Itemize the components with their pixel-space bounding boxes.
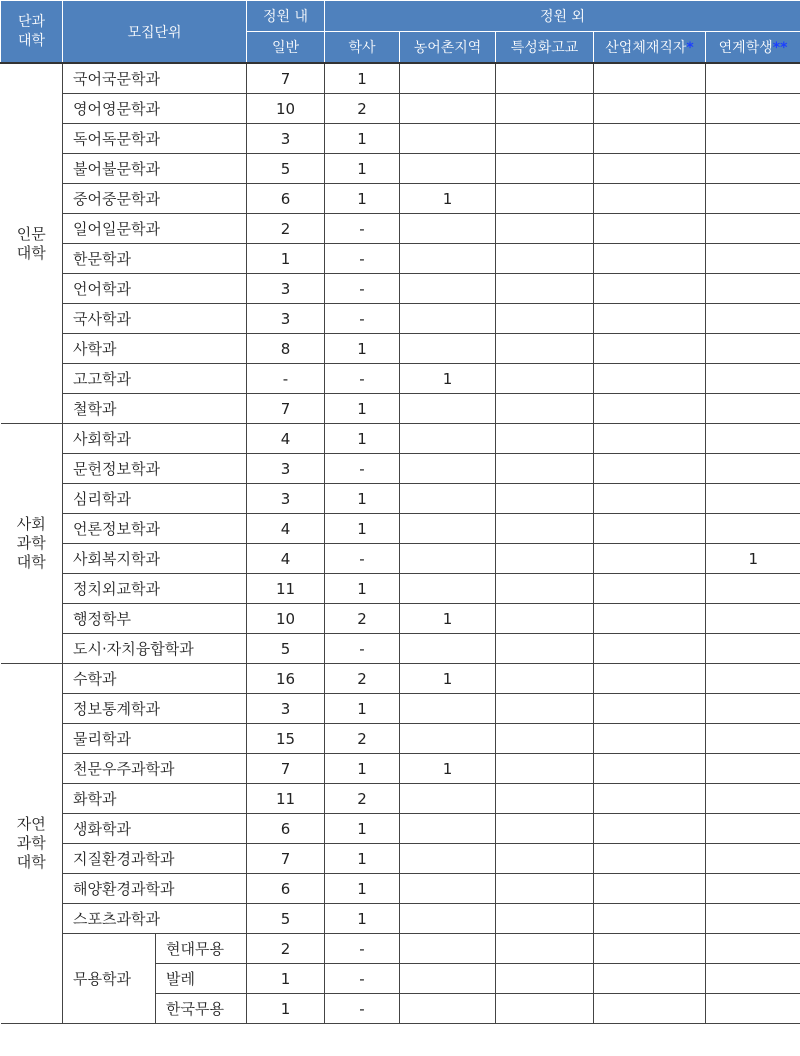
rural-count xyxy=(400,304,496,334)
general-count: 3 xyxy=(247,694,325,724)
department-name: 사회학과 xyxy=(63,424,247,454)
general-count: 4 xyxy=(247,514,325,544)
rural-count xyxy=(400,874,496,904)
empty-cell xyxy=(400,964,496,994)
department-name: 철학과 xyxy=(63,394,247,424)
table-row xyxy=(1,694,800,724)
bachelor-count: 1 xyxy=(325,874,400,904)
bachelor-count: 1 xyxy=(325,154,400,184)
department-name: 문헌정보학과 xyxy=(63,454,247,484)
linked-count xyxy=(706,814,800,844)
table-row xyxy=(1,754,800,784)
special-hs-count xyxy=(496,514,594,544)
linked-header-label: 연계학생 xyxy=(718,40,773,56)
general-count: - xyxy=(247,364,325,394)
linked-count xyxy=(706,694,800,724)
general-count: 1 xyxy=(247,244,325,274)
industrial-count xyxy=(594,514,706,544)
department-name: 스포츠과학과 xyxy=(63,904,247,934)
bachelor-count: 2 xyxy=(325,724,400,754)
rural-count xyxy=(400,724,496,754)
rural-count xyxy=(400,244,496,274)
special-hs-count xyxy=(496,364,594,394)
general-count: 2 xyxy=(247,214,325,244)
department-name: 지질환경과학과 xyxy=(63,844,247,874)
special-hs-count xyxy=(496,544,594,574)
general-count: 7 xyxy=(247,63,325,94)
sub-major-name: 발레 xyxy=(156,964,247,994)
department-name: 물리학과 xyxy=(63,724,247,754)
general-count: 7 xyxy=(247,754,325,784)
bachelor-count: 1 xyxy=(325,124,400,154)
special-hs-count xyxy=(496,124,594,154)
department-name: 수학과 xyxy=(63,664,247,694)
rural-count xyxy=(400,94,496,124)
linked-count xyxy=(706,184,800,214)
table-row xyxy=(1,394,800,424)
industrial-header xyxy=(594,32,706,64)
linked-count xyxy=(706,244,800,274)
bachelor-count: 1 xyxy=(325,484,400,514)
rural-count xyxy=(400,514,496,544)
general-count: 3 xyxy=(247,484,325,514)
bachelor-count: 1 xyxy=(325,63,400,94)
industrial-count xyxy=(594,274,706,304)
college-header-line1: 단과 xyxy=(17,13,46,30)
department-name: 한문학과 xyxy=(63,244,247,274)
department-name: 국사학과 xyxy=(63,304,247,334)
special-hs-count xyxy=(496,784,594,814)
general-count: 4 xyxy=(247,544,325,574)
rural-count xyxy=(400,214,496,244)
linked-count xyxy=(706,484,800,514)
rural-count xyxy=(400,634,496,664)
special-hs-count xyxy=(496,604,594,634)
empty-cell xyxy=(594,994,706,1024)
linked-count xyxy=(706,214,800,244)
department-name: 심리학과 xyxy=(63,484,247,514)
department-name: 영어영문학과 xyxy=(63,94,247,124)
industrial-count xyxy=(594,424,706,454)
table-row xyxy=(1,934,800,964)
general-count: 3 xyxy=(247,274,325,304)
special-hs-count xyxy=(496,574,594,604)
table-row xyxy=(1,844,800,874)
table-row xyxy=(1,514,800,544)
bachelor-count: - xyxy=(325,454,400,484)
department-name: 도시·자치융합학과 xyxy=(63,634,247,664)
table-row xyxy=(1,454,800,484)
department-name: 사회복지학과 xyxy=(63,544,247,574)
bachelor-count: 1 xyxy=(325,574,400,604)
general-count: 3 xyxy=(247,304,325,334)
industrial-count xyxy=(594,364,706,394)
department-name: 행정학부 xyxy=(63,604,247,634)
table-row xyxy=(1,184,800,214)
industrial-count xyxy=(594,634,706,664)
department-name: 불어불문학과 xyxy=(63,154,247,184)
linked-count xyxy=(706,784,800,814)
special-hs-count xyxy=(496,154,594,184)
industrial-count xyxy=(594,394,706,424)
linked-count xyxy=(706,94,800,124)
bachelor-count: 1 xyxy=(325,904,400,934)
college-cell xyxy=(1,664,63,1024)
rural-count xyxy=(400,334,496,364)
college-name-line: 대학 xyxy=(16,553,46,571)
bachelor-header: 학사 xyxy=(325,32,400,64)
bachelor-count: - xyxy=(325,934,400,964)
rural-count xyxy=(400,63,496,94)
industrial-count xyxy=(594,874,706,904)
linked-count xyxy=(706,334,800,364)
empty-cell xyxy=(496,934,594,964)
industrial-count xyxy=(594,63,706,94)
general-count: 7 xyxy=(247,394,325,424)
industrial-count xyxy=(594,484,706,514)
empty-cell xyxy=(706,964,800,994)
department-name: 무용학과 xyxy=(63,934,156,1024)
department-name: 고고학과 xyxy=(63,364,247,394)
linked-count xyxy=(706,124,800,154)
department-name: 사학과 xyxy=(63,334,247,364)
department-name: 생화학과 xyxy=(63,814,247,844)
industrial-count xyxy=(594,904,706,934)
industrial-count xyxy=(594,454,706,484)
general-count: 10 xyxy=(247,94,325,124)
industrial-count xyxy=(594,664,706,694)
table-row xyxy=(1,424,800,454)
department-name: 중어중문학과 xyxy=(63,184,247,214)
beyond-quota-header: 정원 외 xyxy=(325,1,800,32)
empty-cell xyxy=(400,994,496,1024)
rural-count xyxy=(400,694,496,724)
table-row xyxy=(1,814,800,844)
special-hs-header: 특성화고교 xyxy=(496,32,594,64)
general-count: 2 xyxy=(247,934,325,964)
bachelor-count: - xyxy=(325,634,400,664)
general-count: 4 xyxy=(247,424,325,454)
rural-count: 1 xyxy=(400,364,496,394)
empty-cell xyxy=(400,934,496,964)
special-hs-count xyxy=(496,184,594,214)
bachelor-count: - xyxy=(325,994,400,1024)
rural-count xyxy=(400,904,496,934)
department-name: 국어국문학과 xyxy=(63,63,247,94)
general-count: 16 xyxy=(247,664,325,694)
general-count: 8 xyxy=(247,334,325,364)
table-row xyxy=(1,874,800,904)
bachelor-count: - xyxy=(325,304,400,334)
rural-count xyxy=(400,124,496,154)
table-row xyxy=(1,664,800,694)
linked-count xyxy=(706,664,800,694)
rural-count xyxy=(400,544,496,574)
general-count: 1 xyxy=(247,964,325,994)
general-count: 5 xyxy=(247,634,325,664)
industrial-count xyxy=(594,304,706,334)
general-count: 5 xyxy=(247,904,325,934)
empty-cell xyxy=(496,964,594,994)
department-name: 독어독문학과 xyxy=(63,124,247,154)
college-name-line: 대학 xyxy=(16,243,46,262)
within-quota-header: 정원 내 xyxy=(247,1,325,32)
department-name: 언어학과 xyxy=(63,274,247,304)
unit-header: 모집단위 xyxy=(63,1,247,64)
rural-count: 1 xyxy=(400,754,496,784)
industrial-count xyxy=(594,784,706,814)
rural-count xyxy=(400,844,496,874)
industrial-count xyxy=(594,154,706,184)
special-hs-count xyxy=(496,94,594,124)
bachelor-count: 1 xyxy=(325,184,400,214)
table-row xyxy=(1,274,800,304)
special-hs-count xyxy=(496,63,594,94)
general-count: 11 xyxy=(247,784,325,814)
department-name: 정치외교학과 xyxy=(63,574,247,604)
general-count: 10 xyxy=(247,604,325,634)
department-name: 언론정보학과 xyxy=(63,514,247,544)
special-hs-count xyxy=(496,754,594,784)
college-name-line: 사회 xyxy=(16,515,46,533)
rural-count: 1 xyxy=(400,664,496,694)
sub-major-name: 현대무용 xyxy=(156,934,247,964)
bachelor-count: 1 xyxy=(325,334,400,364)
bachelor-count: - xyxy=(325,544,400,574)
bachelor-count: 1 xyxy=(325,754,400,784)
rural-header: 농어촌지역 xyxy=(400,32,496,64)
industrial-count xyxy=(594,844,706,874)
bachelor-count: - xyxy=(325,274,400,304)
linked-footnote-mark: ** xyxy=(772,40,788,56)
table-row xyxy=(1,214,800,244)
college-name-line: 대학 xyxy=(16,853,46,871)
industrial-footnote-mark: * xyxy=(686,40,694,56)
college-name-line: 과학 xyxy=(16,834,46,852)
empty-cell xyxy=(496,994,594,1024)
bachelor-count: - xyxy=(325,964,400,994)
special-hs-count xyxy=(496,394,594,424)
special-hs-count xyxy=(496,664,594,694)
bachelor-count: 2 xyxy=(325,604,400,634)
linked-count xyxy=(706,514,800,544)
industrial-count xyxy=(594,604,706,634)
table-row xyxy=(1,94,800,124)
special-hs-count xyxy=(496,694,594,724)
general-count: 3 xyxy=(247,454,325,484)
table-row xyxy=(1,364,800,394)
table-row xyxy=(1,124,800,154)
table-row xyxy=(1,154,800,184)
table-row xyxy=(1,604,800,634)
linked-count xyxy=(706,274,800,304)
rural-count xyxy=(400,814,496,844)
industrial-count xyxy=(594,214,706,244)
table-row xyxy=(1,784,800,814)
bachelor-count: - xyxy=(325,214,400,244)
special-hs-count xyxy=(496,214,594,244)
special-hs-count xyxy=(496,484,594,514)
rural-count xyxy=(400,394,496,424)
special-hs-count xyxy=(496,334,594,364)
special-hs-count xyxy=(496,814,594,844)
industrial-count xyxy=(594,694,706,724)
industrial-count xyxy=(594,574,706,604)
special-hs-count xyxy=(496,244,594,274)
linked-count xyxy=(706,574,800,604)
college-cell xyxy=(1,63,63,424)
industrial-count xyxy=(594,94,706,124)
linked-count xyxy=(706,364,800,394)
special-hs-count xyxy=(496,274,594,304)
linked-count xyxy=(706,604,800,634)
general-count: 6 xyxy=(247,814,325,844)
industrial-header-label: 산업체재직자 xyxy=(605,40,687,56)
general-count: 7 xyxy=(247,844,325,874)
linked-count xyxy=(706,424,800,454)
special-hs-count xyxy=(496,304,594,334)
bachelor-count: 2 xyxy=(325,664,400,694)
table-row xyxy=(1,634,800,664)
table-row xyxy=(1,544,800,574)
bachelor-count: 1 xyxy=(325,814,400,844)
special-hs-count xyxy=(496,724,594,754)
linked-count xyxy=(706,394,800,424)
linked-count xyxy=(706,634,800,664)
department-name: 천문우주과학과 xyxy=(63,754,247,784)
industrial-count xyxy=(594,244,706,274)
industrial-count xyxy=(594,544,706,574)
special-hs-count xyxy=(496,904,594,934)
college-header-line2: 대학 xyxy=(17,32,46,49)
rural-count xyxy=(400,274,496,304)
rural-count xyxy=(400,454,496,484)
empty-cell xyxy=(706,934,800,964)
industrial-count xyxy=(594,814,706,844)
table-row xyxy=(1,244,800,274)
table-row xyxy=(1,304,800,334)
table-row xyxy=(1,334,800,364)
department-name: 정보통계학과 xyxy=(63,694,247,724)
rural-count xyxy=(400,574,496,604)
rural-count xyxy=(400,484,496,514)
department-name: 일어일문학과 xyxy=(63,214,247,244)
linked-count xyxy=(706,904,800,934)
general-count: 3 xyxy=(247,124,325,154)
rural-count: 1 xyxy=(400,184,496,214)
linked-header xyxy=(706,32,800,64)
general-count: 15 xyxy=(247,724,325,754)
college-name-line: 자연 xyxy=(16,815,46,833)
special-hs-count xyxy=(496,454,594,484)
special-hs-count xyxy=(496,424,594,454)
bachelor-count: - xyxy=(325,244,400,274)
bachelor-count: 2 xyxy=(325,94,400,124)
linked-count xyxy=(706,304,800,334)
linked-count xyxy=(706,724,800,754)
empty-cell xyxy=(706,994,800,1024)
college-header xyxy=(1,1,63,64)
table-row xyxy=(1,574,800,604)
bachelor-count: 1 xyxy=(325,514,400,544)
table-row xyxy=(1,63,800,94)
sub-major-name: 한국무용 xyxy=(156,994,247,1024)
industrial-count xyxy=(594,334,706,364)
table-row xyxy=(1,724,800,754)
empty-cell xyxy=(594,934,706,964)
college-name-line: 과학 xyxy=(16,534,46,552)
general-count: 5 xyxy=(247,154,325,184)
rural-count xyxy=(400,424,496,454)
bachelor-count: 1 xyxy=(325,394,400,424)
rural-count xyxy=(400,784,496,814)
rural-count xyxy=(400,154,496,184)
special-hs-count xyxy=(496,634,594,664)
linked-count: 1 xyxy=(706,544,800,574)
linked-count xyxy=(706,154,800,184)
table-row xyxy=(1,484,800,514)
general-count: 6 xyxy=(247,874,325,904)
linked-count xyxy=(706,874,800,904)
rural-count: 1 xyxy=(400,604,496,634)
bachelor-count: 1 xyxy=(325,424,400,454)
bachelor-count: 2 xyxy=(325,784,400,814)
bachelor-count: - xyxy=(325,364,400,394)
bachelor-count: 1 xyxy=(325,844,400,874)
linked-count xyxy=(706,63,800,94)
industrial-count xyxy=(594,124,706,154)
empty-cell xyxy=(594,964,706,994)
general-count: 11 xyxy=(247,574,325,604)
industrial-count xyxy=(594,724,706,754)
table-body xyxy=(1,63,800,1024)
college-name-line: 인문 xyxy=(16,224,46,243)
general-header: 일반 xyxy=(247,32,325,64)
special-hs-count xyxy=(496,844,594,874)
industrial-count xyxy=(594,184,706,214)
general-count: 6 xyxy=(247,184,325,214)
linked-count xyxy=(706,844,800,874)
special-hs-count xyxy=(496,874,594,904)
college-cell xyxy=(1,424,63,664)
department-name: 화학과 xyxy=(63,784,247,814)
department-name: 해양환경과학과 xyxy=(63,874,247,904)
table-row xyxy=(1,904,800,934)
bachelor-count: 1 xyxy=(325,694,400,724)
general-count: 1 xyxy=(247,994,325,1024)
industrial-count xyxy=(594,754,706,784)
linked-count xyxy=(706,754,800,784)
linked-count xyxy=(706,454,800,484)
